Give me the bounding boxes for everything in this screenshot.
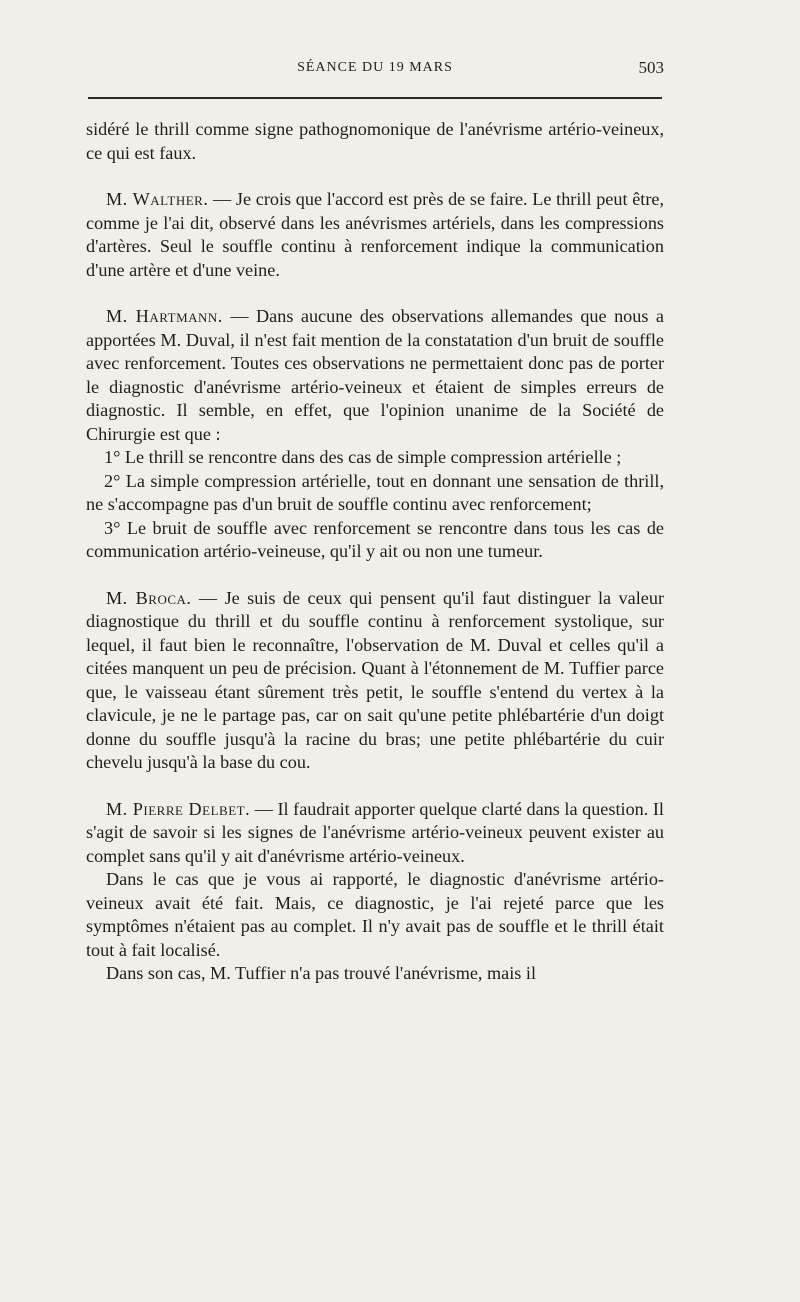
paragraph-text: — Dans aucune des observations allemandes que nous a apportées M. Duval, il n'est fait mention de la constatation d'un bruit de souffle avec renforcement. Toutes ces observations ne permettaient donc pas de porter le diagnostic d'anévrisme artério-veineux et étaient de simples erreurs de diagnostic. Il semble, en effet, que l'opinion unanime de la Société de Chirurgie est que : <box>86 306 665 444</box>
paragraph-continuation: sidéré le thrill comme signe pathognomonique de l'anévrisme artério-veineux, ce qui est faux. <box>86 119 664 163</box>
header-title <box>86 60 664 76</box>
paragraph-walther <box>86 188 664 282</box>
paragraph-text: — Je crois que l'accord est près de se faire. Le thrill peut être, comme je l'ai dit, observé dans les anévrismes artériels, dans les compressions d'artères. Seul le souffle continu à renforcement indique la communication d'une artère et d'une veine. <box>86 189 664 280</box>
speaker-name: M. Hartmann. <box>106 306 223 326</box>
paragraph-broca <box>86 587 664 775</box>
paragraph-hartmann <box>86 305 664 446</box>
header-title-text: SÉANCE DU 19 MARS <box>297 60 453 75</box>
page-number: 503 <box>638 58 664 77</box>
running-header <box>86 60 664 86</box>
paragraph-delbet <box>86 798 664 869</box>
header-rule <box>88 97 662 99</box>
paragraph-delbet-3: Dans son cas, M. Tuffier n'a pas trouvé l'anévrisme, mais il <box>106 963 537 983</box>
list-item-2: 2° La simple compression artérielle, tout en donnant une sensation de thrill, ne s'accompagne pas d'un bruit de souffle continu avec renforcement; <box>86 470 664 514</box>
paragraph-text: — Je suis de ceux qui pensent qu'il faut distinguer la valeur diagnostique du thrill et du souffle continu à renforcement systolique, sur lequel, il faut bien le reconnaître, l'observation de M. Duval et celles qu'il a citées manquent un peu de précision. Quant à l'étonnement de M. Tuffier parce que, le vaisseau étant sûrement très petit, le souffle s'entend du vertex à la clavicule, je ne le partage pas, car on sait qu'une petite phlébartérie d'un doigt donne du souffle jusqu'à la racine du bras; une petite phlébartérie du cuir chevelu jusqu'à la base du cou. <box>86 587 664 772</box>
list-item-3: 3° Le bruit de souffle avec renforcement se rencontre dans tous les cas de communication artério-veineuse, qu'il y ait ou non une tumeur. <box>86 517 664 561</box>
list-item-1: 1° Le thrill se rencontre dans des cas de simple compression artérielle ; <box>104 447 622 467</box>
body-text <box>86 118 664 986</box>
speaker-name: M. Walther. <box>106 189 209 209</box>
speaker-name: M. Broca. <box>106 587 192 608</box>
paragraph-delbet-2: Dans le cas que je vous ai rapporté, le diagnostic d'anévrisme artério-veineux avait été fait. Mais, ce diagnostic, je l'ai rejeté parce que les symptômes n'étaient pas au complet. Il n'y avait pas de souffle et le thrill était tout à fait localisé. <box>86 869 664 960</box>
speaker-name: M. Pierre Delbet. <box>106 798 251 819</box>
paragraph-text: — Il faudrait apporter quelque clarté dans la question. Il s'agit de savoir si les signes de l'anévrisme artério-veineux peuvent exister au complet sans qu'il y ait d'anévrisme artério-veineux. <box>86 798 664 866</box>
